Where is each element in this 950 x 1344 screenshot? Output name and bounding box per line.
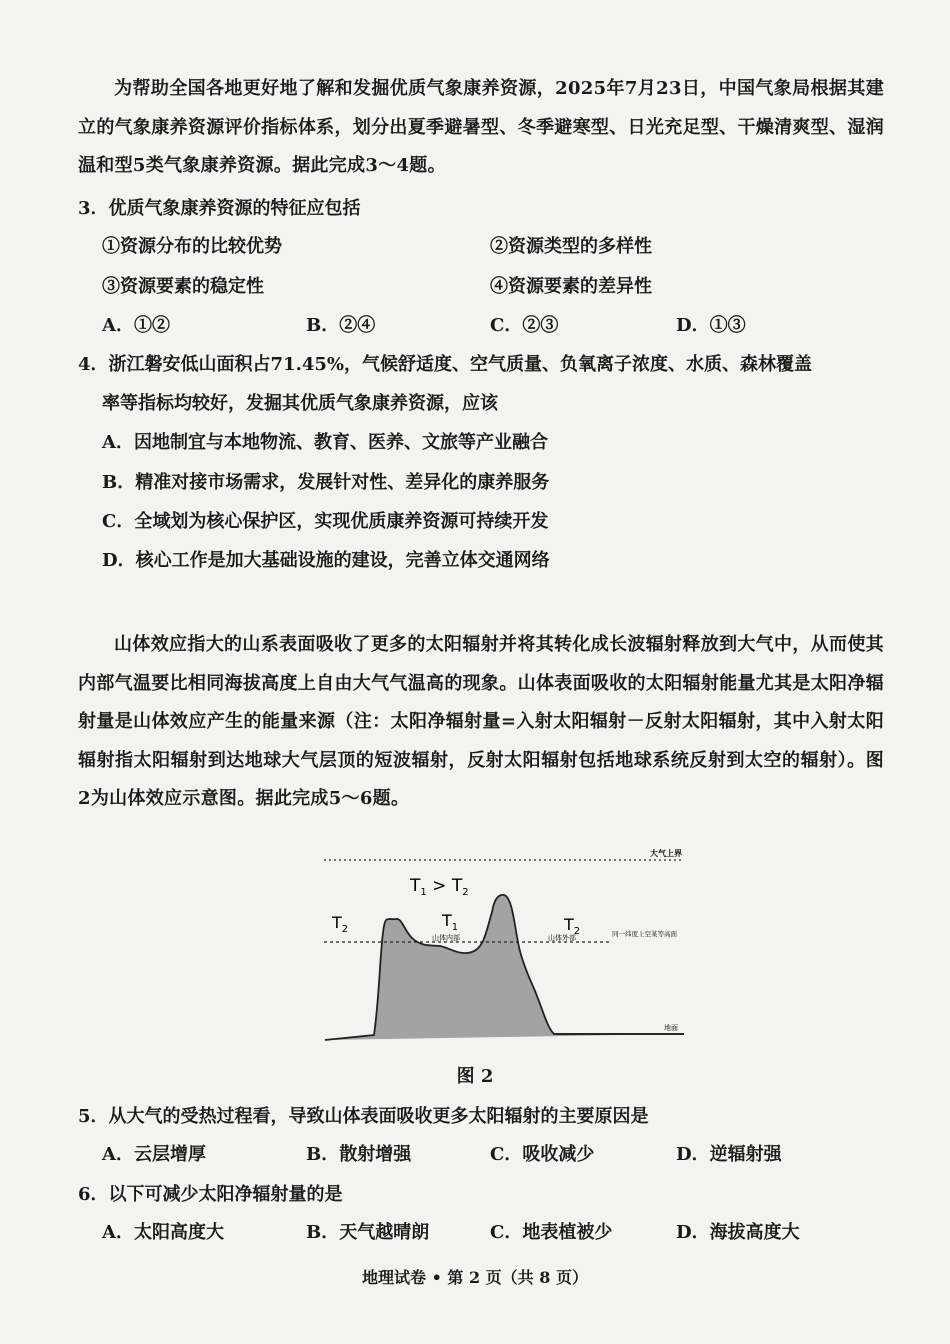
question-6-stem: 6．以下可减少太阳净辐射量的是 [78,1184,343,1205]
atmosphere-top-label: 大气上界 [650,849,682,858]
q3-option-a[interactable]: A．①② [102,315,170,336]
page-footer: 地理试卷 • 第 2 页（共 8 页） [362,1268,588,1287]
right-temperature-label: $T_2$ [564,915,581,937]
q5-option-a[interactable]: A．云层增厚 [102,1144,206,1165]
question-5-stem: 5．从大气的受热过程看，导致山体表面吸收更多太阳辐射的主要原因是 [78,1106,649,1127]
q6-option-d[interactable]: D．海拔高度大 [676,1222,800,1243]
q6-options [102,1218,862,1248]
q4-option-a[interactable]: A．因地制宜与本地物流、教育、医养、文旅等产业融合 [102,432,548,453]
question-3-stem: 3．优质气象康养资源的特征应包括 [78,198,361,219]
q4-option-d[interactable]: D．核心工作是加大基础设施的建设，完善立体交通网络 [102,550,550,571]
outside-label: 山体外部 [548,934,576,942]
q3-statement-4: ④资源要素的差异性 [490,276,652,297]
q3-option-b[interactable]: B．②④ [306,315,376,336]
q3-statement-1: ①资源分布的比较优势 [102,236,282,257]
q6-option-b[interactable]: B．天气越晴朗 [306,1222,430,1243]
q4-option-b[interactable]: B．精准对接市场需求，发展针对性、差异化的康养服务 [102,472,550,493]
q3-option-d[interactable]: D．①③ [676,315,746,336]
figure-caption: 图 2 [456,1066,494,1087]
mountain-silhouette [325,895,684,1040]
q6-option-c[interactable]: C．地表植被少 [490,1222,613,1243]
intro-text-1: 为帮助全国各地更好地了解和发掘优质气象康养资源，2025年7月23日，中国气象局根据其建立的气象康养资源评价指标体系，划分出夏季避暑型、冬季避寒型、日光充足型、干燥清爽型、湿润温和型5类气象康养资源。据此完成3～4题。 [78,78,884,176]
q3-options [102,311,862,341]
equal-altitude-label: 同一纬度上空某等高面 [612,930,677,938]
q4-option-c[interactable]: C．全域划为核心保护区，实现优质康养资源可持续开发 [102,511,549,532]
q6-option-a[interactable]: A．太阳高度大 [102,1222,224,1243]
left-temperature-label: $T_2$ [332,913,349,935]
q3-statement-3: ③资源要素的稳定性 [102,276,264,297]
intro-text-2: 山体效应指大的山系表面吸收了更多的太阳辐射并将其转化成长波辐射释放到大气中，从而使其内部气温要比相同海拔高度上自由大气气温高的现象。山体表面吸收的太阳辐射能量尤其是太阳净辐射量是山体效应产生的能量来源（注：太阳净辐射量=入射太阳辐射－反射太阳辐射，其中入射太阳辐射指太阳辐射到达地球大气层顶的短波辐射，反射太阳辐射包括地球系统反射到太空的辐射）。图2为山体效应示意图。据此完成5～6题。 [78,634,884,809]
relation-label: $T_1 > T_2$ [410,876,469,898]
q5-option-d[interactable]: D．逆辐射强 [676,1144,782,1165]
inner-temperature-label: $T_1$ [442,911,459,933]
q5-option-b[interactable]: B．散射增强 [306,1144,412,1165]
question-4-stem-line2: 率等指标均较好，发掘其优质气象康养资源，应该 [102,393,498,414]
q3-option-c[interactable]: C．②③ [490,315,559,336]
q5-options [102,1140,862,1170]
mountain-effect-diagram [322,842,687,1042]
intro-paragraph-2 [78,626,884,819]
intro-paragraph-1 [78,70,884,186]
ground-label: 地面 [664,1024,678,1032]
inside-label: 山体内部 [432,934,460,942]
q3-statement-2: ②资源类型的多样性 [490,236,652,257]
q5-option-c[interactable]: C．吸收减少 [490,1144,595,1165]
question-4-stem-line1: 4．浙江磐安低山面积占71.45%，气候舒适度、空气质量、负氧离子浓度、水质、森林覆盖 [78,354,812,375]
